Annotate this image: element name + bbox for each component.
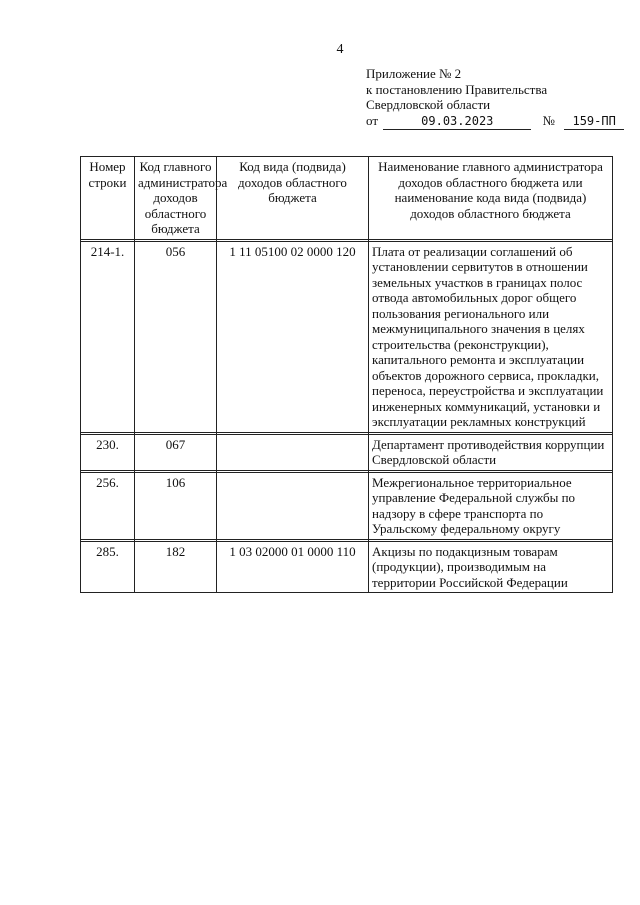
resolution-date: 09.03.2023 <box>383 114 531 131</box>
admin-code: 182 <box>135 541 217 593</box>
revenue-code <box>217 434 369 470</box>
row-name: Акцизы по подакцизным товарам (продукции), производимым на территории Российской Федерации <box>369 541 613 593</box>
table-row <box>81 434 613 470</box>
header-revenue-code: Код вида (подвида) доходов областного бюджета <box>217 157 369 240</box>
appendix-title: Приложение № 2 <box>366 66 462 81</box>
admin-code: 056 <box>135 241 217 432</box>
revenue-code: 1 03 02000 01 0000 110 <box>217 541 369 593</box>
table-row <box>81 541 613 593</box>
date-prefix: от <box>366 112 379 128</box>
page-number: 4 <box>336 42 344 57</box>
row-name: Межрегиональное территориальное управление Федеральной службы по надзору в сфере транспорта по Уральскому федеральному округу <box>369 472 613 539</box>
appendix-header <box>366 66 624 130</box>
table-header-row <box>81 157 613 240</box>
appendix-resolution: к постановлению Правительства <box>366 81 548 97</box>
revenue-code <box>217 472 369 539</box>
header-row-number: Номер строки <box>81 157 135 240</box>
admin-code: 106 <box>135 472 217 539</box>
revenue-code: 1 11 05100 02 0000 120 <box>217 241 369 432</box>
revenue-table <box>80 156 613 593</box>
row-name: Плата от реализации соглашений об установлении сервитутов в отношении земельных участков в границах полос отвода автомобильных дорог общего пользования регионального или межмуниципального значения в целях строительства (реконструкции), капитального ремонта и эксплуатации объектов дорожного сервиса, прокладки, переноса, переустройства и эксплуатации инженерных коммуникаций, установки и эксплуатации рекламных конструкций <box>369 241 613 432</box>
header-name: Наименование главного администратора доходов областного бюджета или наименование кода вида (подвида) доходов областного бюджета <box>369 157 613 240</box>
appendix-date-line <box>366 113 624 131</box>
table-row <box>81 241 613 432</box>
table-row <box>81 472 613 539</box>
row-number: 256. <box>81 472 135 539</box>
admin-code: 067 <box>135 434 217 470</box>
resolution-number: 159-ПП <box>564 114 624 131</box>
row-number: 214-1. <box>81 241 135 432</box>
row-number: 230. <box>81 434 135 470</box>
header-admin-code: Код главного администратора доходов областного бюджета <box>135 157 217 240</box>
appendix-region: Свердловской области <box>366 97 491 112</box>
row-name: Департамент противодействия коррупции Свердловской области <box>369 434 613 470</box>
row-number: 285. <box>81 541 135 593</box>
number-prefix: № <box>542 112 555 128</box>
